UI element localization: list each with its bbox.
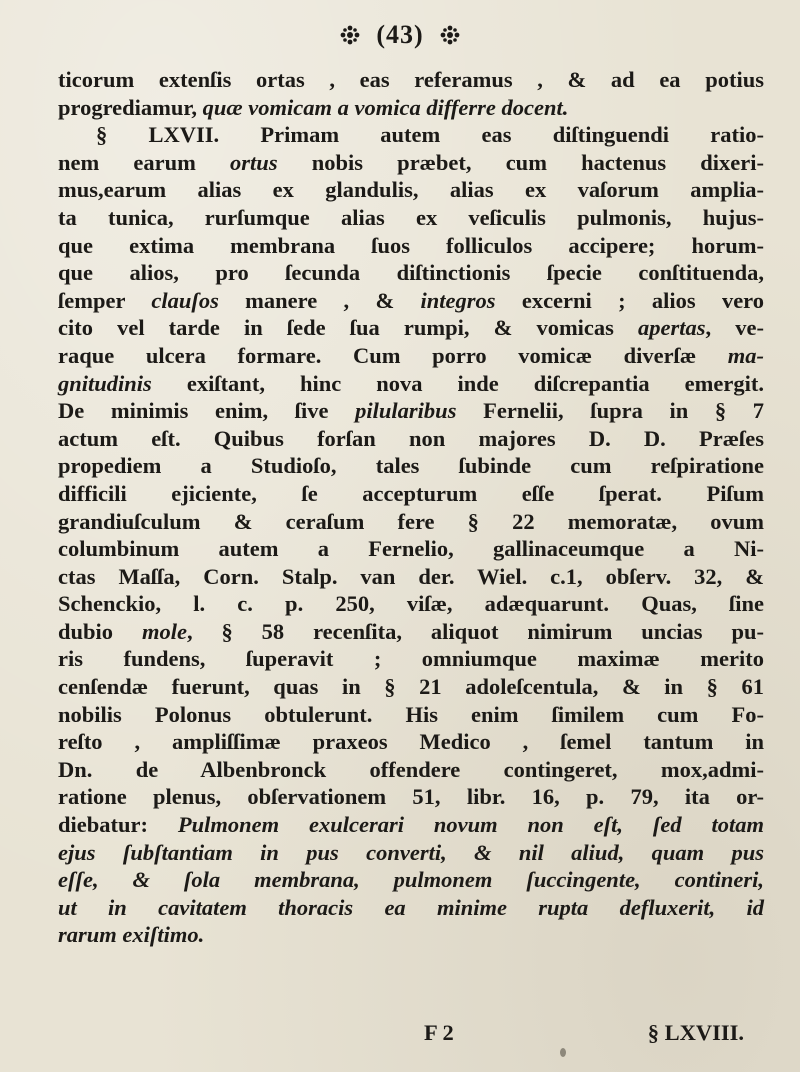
italic-text: pilularibus xyxy=(355,398,457,424)
text-line xyxy=(58,204,764,232)
text-run: Fernelii, ſupra in § 7 xyxy=(456,398,765,424)
page-header xyxy=(0,20,800,50)
text-run: difficili ejiciente, ſe accepturum eſſe ſperat. Piſum xyxy=(58,480,764,506)
text-line xyxy=(58,563,764,591)
text-run: nobilis Polonus obtulerunt. His enim ſimilem cum Fo- xyxy=(58,701,764,727)
text-run: que alios, pro ſecunda diſtinctionis ſpecie conſtituenda, xyxy=(58,260,764,286)
text-run: cenſendæ fuerunt, quas in § 21 adoleſcentula, & in § 61 xyxy=(58,674,764,700)
text-line xyxy=(58,94,764,122)
text-line xyxy=(58,728,764,756)
text-line xyxy=(58,314,764,342)
text-line xyxy=(58,66,764,94)
text-line xyxy=(58,783,764,811)
italic-text: mole xyxy=(141,618,187,644)
text-run: , § 58 recenſita, aliquot nimirum uncias pu- xyxy=(186,618,764,644)
text-line xyxy=(58,839,764,867)
text-run: § LXVII. Primam autem eas diſtinguendi ratio- xyxy=(96,122,764,148)
text-line xyxy=(58,508,764,536)
text-line xyxy=(58,673,764,701)
text-line xyxy=(58,397,764,425)
text-line xyxy=(58,480,764,508)
italic-text: ortus xyxy=(230,149,278,175)
text-run: progrediamur, xyxy=(58,94,203,120)
text-line xyxy=(58,176,764,204)
catchword: § LXVIII. xyxy=(647,1020,744,1045)
text-run: ticorum extenſis ortas , eas referamus , & ad ea potius xyxy=(58,67,764,92)
text-run: ſemper xyxy=(58,287,152,313)
italic-text: clauſos xyxy=(151,287,219,313)
text-line xyxy=(58,645,764,673)
italic-text: apertas xyxy=(638,315,706,341)
text-line xyxy=(58,811,764,839)
italic-text: ma- xyxy=(727,342,764,368)
text-run: propediem a Studioſo, tales ſubinde cum reſpiratione xyxy=(58,453,764,479)
text-run: De minimis enim, ſive xyxy=(58,398,356,424)
italic-text: ejus ſubſtantiam in pus converti, & nil aliud, quam pus xyxy=(58,839,764,865)
text-line xyxy=(58,894,764,922)
text-run: dubio xyxy=(58,618,142,644)
text-run: ctas Maſſa, Corn. Stalp. van der. Wiel. c.1, obſerv. 32, & xyxy=(58,563,764,589)
text-line xyxy=(58,121,764,149)
text-run: ratione plenus, obſervationem 51, libr. 16, p. 79, ita or- xyxy=(58,784,764,810)
italic-text: Pulmonem exulcerari novum non eſt, ſed totam xyxy=(177,812,764,838)
text-run: excerni ; alios vero xyxy=(495,287,765,313)
text-run: Dn. de Albenbronck offendere contingeret, mox,admi- xyxy=(58,756,764,782)
italic-text: eſſe, & ſola membrana, pulmonem ſuccingente, contineri, xyxy=(58,867,764,893)
text-run: reſto , ampliſſimæ praxeos Medico , ſemel tantum in xyxy=(58,729,764,755)
text-line xyxy=(58,535,764,563)
italic-text: integros xyxy=(420,287,496,313)
italic-text: quæ vomicam a vomica differre docent. xyxy=(202,94,569,120)
text-run: que extima membrana ſuos folliculos accipere; horum- xyxy=(58,232,764,258)
text-line xyxy=(58,232,764,260)
italic-text: ut in cavitatem thoracis ea minime rupta defluxerit, id xyxy=(58,894,764,920)
text-run: exiſtant, hinc nova inde diſcrepantia emergit. xyxy=(151,370,764,396)
ornament-icon xyxy=(339,24,361,46)
text-line xyxy=(58,866,764,894)
text-line xyxy=(58,370,764,398)
body-text xyxy=(58,66,764,949)
text-line xyxy=(58,342,764,370)
italic-text: rarum exiſtimo. xyxy=(58,922,205,948)
text-run: cito vel tarde in ſede ſua rumpi, & vomicas xyxy=(58,315,639,341)
signature-mark: F 2 xyxy=(424,1020,454,1045)
page-number: (43) xyxy=(376,20,424,49)
text-run: diebatur: xyxy=(58,812,178,838)
text-line xyxy=(58,701,764,729)
text-run: Schenckio, l. c. p. 250, viſæ, adæquarunt. Quas, ſine xyxy=(58,591,764,617)
italic-text: gnitudinis xyxy=(58,370,152,396)
text-line xyxy=(58,259,764,287)
text-run: manere , & xyxy=(218,287,421,313)
ink-spot xyxy=(560,1048,566,1057)
text-line xyxy=(58,618,764,646)
text-run: raque ulcera formare. Cum porro vomicæ diverſæ xyxy=(58,342,728,368)
text-run: , ve- xyxy=(705,315,765,341)
text-run: grandiuſculum & ceraſum fere § 22 memoratæ, ovum xyxy=(58,508,764,534)
text-run: ta tunica, rurſumque alias ex veſiculis pulmonis, hujus- xyxy=(58,204,764,230)
text-line xyxy=(58,287,764,315)
text-run: actum eſt. Quibus forſan non majores D. D. Præſes xyxy=(58,425,764,451)
text-run: ris fundens, ſuperavit ; omniumque maximæ merito xyxy=(58,646,764,672)
text-line xyxy=(58,149,764,177)
text-line xyxy=(58,425,764,453)
text-line xyxy=(58,452,764,480)
text-line xyxy=(58,590,764,618)
text-line xyxy=(58,756,764,784)
text-line xyxy=(58,921,764,949)
text-run: nem earum xyxy=(58,149,231,175)
ornament-icon xyxy=(439,24,461,46)
text-run: mus,earum alias ex glandulis, alias ex vaſorum amplia- xyxy=(58,177,764,203)
text-run: nobis præbet, cum hactenus dixeri- xyxy=(277,149,764,175)
text-run: columbinum autem a Fernelio, gallinaceumque a Ni- xyxy=(58,536,764,562)
